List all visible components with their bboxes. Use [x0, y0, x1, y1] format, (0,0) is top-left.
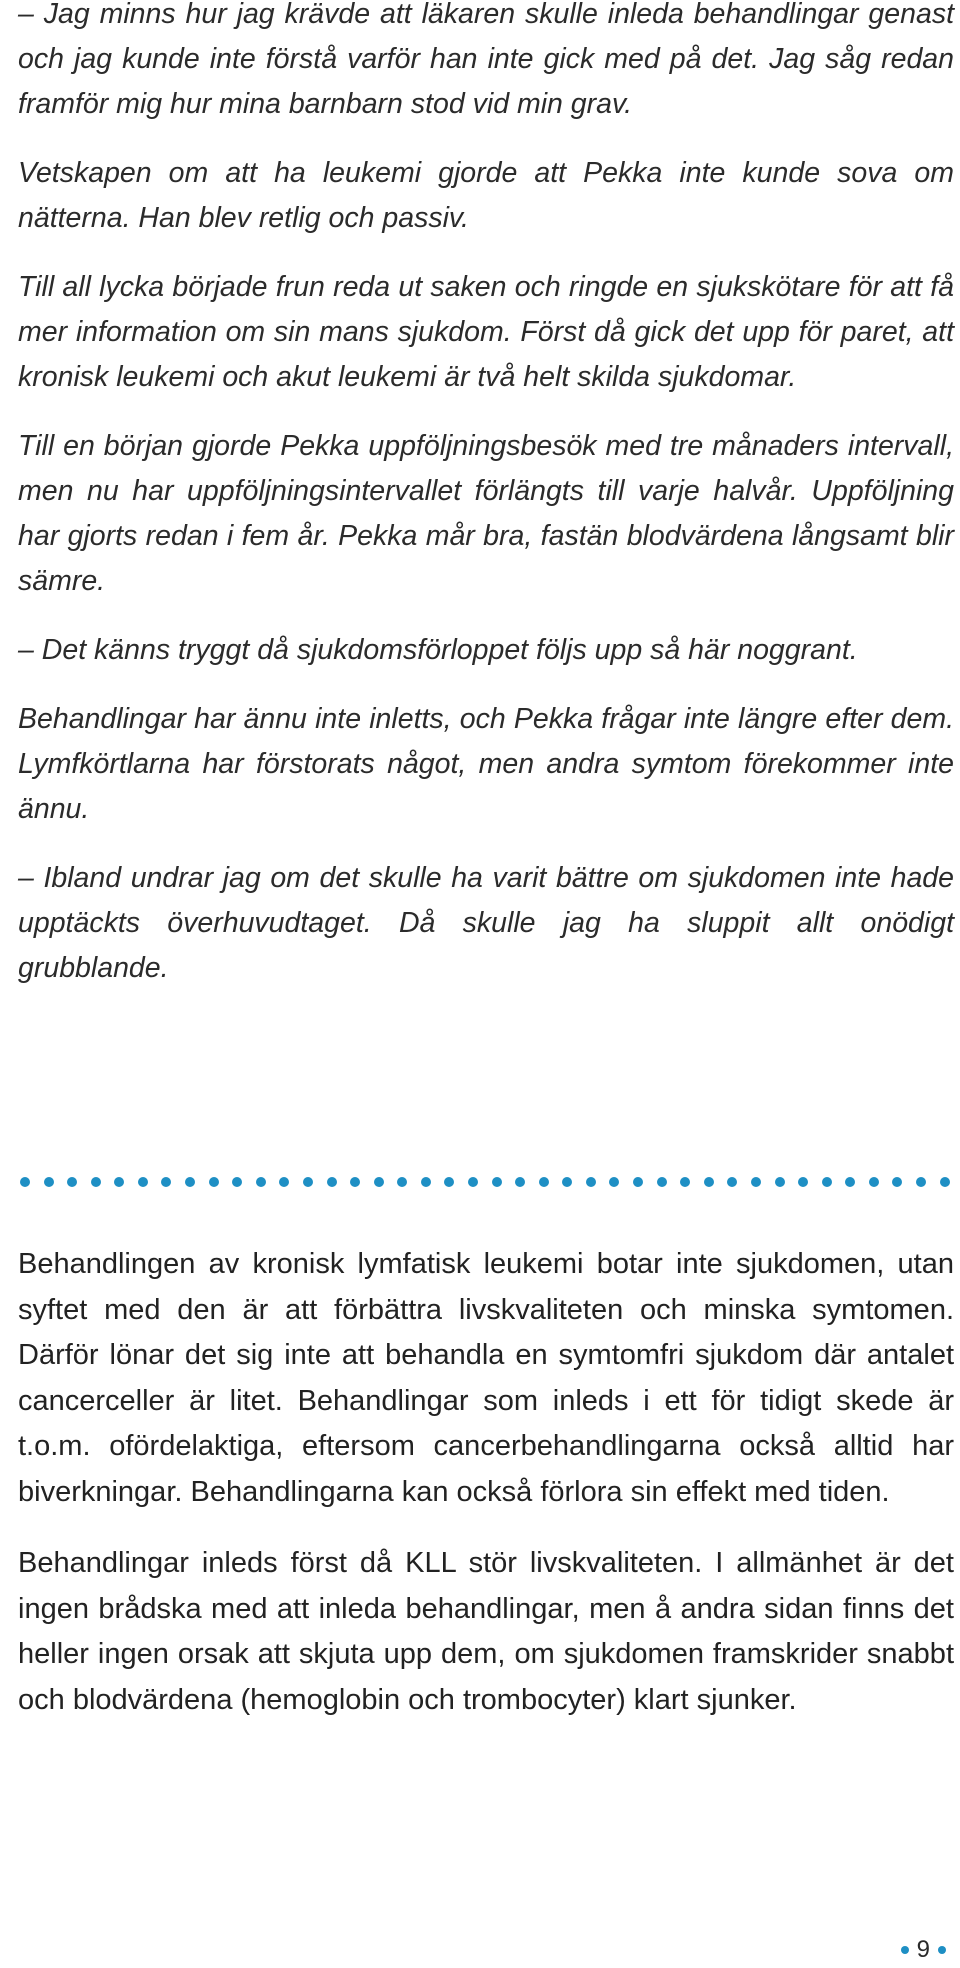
divider-dot-icon	[657, 1177, 667, 1187]
divider-dot-icon	[256, 1177, 266, 1187]
divider-dot-icon	[609, 1177, 619, 1187]
divider-dot-icon	[892, 1177, 902, 1187]
story-paragraph: – Jag minns hur jag krävde att läkaren skulle inleda behandlingar genast och jag kunde inte förstå varför han inte gick med på det. Jag såg redan framför mig hur mina barnbarn stod vid min grav.	[18, 0, 954, 120]
divider-dot-icon	[138, 1177, 148, 1187]
divider-dot-icon	[209, 1177, 219, 1187]
divider-dot-icon	[586, 1177, 596, 1187]
divider-dot-icon	[468, 1177, 478, 1187]
divider-dot-icon	[114, 1177, 124, 1187]
divider-dot-icon	[680, 1177, 690, 1187]
divider-dot-icon	[91, 1177, 101, 1187]
divider-dot-icon	[562, 1177, 572, 1187]
divider-dot-icon	[515, 1177, 525, 1187]
divider-dot-icon	[327, 1177, 337, 1187]
divider-dot-icon	[845, 1177, 855, 1187]
page-number: 9	[916, 1936, 930, 1963]
divider-dot-icon	[751, 1177, 761, 1187]
divider-dot-icon	[374, 1177, 384, 1187]
divider-dot-icon	[20, 1177, 30, 1187]
footer-dot-icon	[938, 1946, 946, 1954]
divider-dot-icon	[44, 1177, 54, 1187]
divider-dot-icon	[539, 1177, 549, 1187]
divider-dot-icon	[185, 1177, 195, 1187]
page-footer	[901, 1936, 946, 1964]
divider-dot-icon	[775, 1177, 785, 1187]
divider-dot-icon	[444, 1177, 454, 1187]
story-paragraph: Behandlingar har ännu inte inletts, och Pekka frågar inte längre efter dem. Lymfkörtlarna har förstorats något, men andra symtom förekommer inte ännu.	[18, 703, 954, 825]
body-text	[18, 1242, 954, 1749]
story-paragraph: Vetskapen om att ha leukemi gjorde att Pekka inte kunde sova om nätterna. Han blev retlig och passiv.	[18, 157, 954, 234]
divider-dot-icon	[397, 1177, 407, 1187]
patient-story	[18, 0, 954, 1015]
divider-dot-icon	[232, 1177, 242, 1187]
divider-dot-icon	[279, 1177, 289, 1187]
story-paragraph: Till en början gjorde Pekka uppföljningsbesök med tre månaders intervall, men nu har uppföljningsintervallet förlängts till varje halvår. Uppföljning har gjorts redan i fem år. Pekka mår bra, fastän blodvärdena långsamt blir sämre.	[18, 430, 954, 597]
story-paragraph: – Det känns tryggt då sjukdomsförloppet följs upp så här noggrant.	[18, 634, 858, 666]
divider-dot-icon	[704, 1177, 714, 1187]
divider-dot-icon	[67, 1177, 77, 1187]
divider-dot-icon	[421, 1177, 431, 1187]
divider-dot-icon	[798, 1177, 808, 1187]
story-paragraph: – Ibland undrar jag om det skulle ha varit bättre om sjukdomen inte hade upptäckts överhuvudtaget. Då skulle jag ha sluppit allt onödigt grubblande.	[18, 862, 954, 984]
divider-dot-icon	[161, 1177, 171, 1187]
divider-dot-icon	[633, 1177, 643, 1187]
body-paragraph: Behandlingen av kronisk lymfatisk leukemi botar inte sjukdomen, utan syftet med den är att förbättra livskvaliteten och minska symtomen. Därför lönar det sig inte att behandla en symtomfri sjukdom där antalet cancerceller är litet. Behandlingar som inleds i ett för tidigt skede är t.o.m. ofördelaktiga, eftersom cancerbehandlingarna också alltid har biverkningar. Behandlingarna kan också förlora sin effekt med tiden.	[18, 1248, 954, 1508]
body-paragraph: Behandlingar inleds först då KLL stör livskvaliteten. I allmänhet är det ingen brådska med att inleda behandlingar, men å andra sidan finns det heller ingen orsak att skjuta upp dem, om sjukdomen framskrider snabbt och blodvärdena (hemoglobin och trombocyter) klart sjunker.	[18, 1547, 954, 1716]
divider-dot-icon	[350, 1177, 360, 1187]
footer-dot-icon	[901, 1946, 909, 1954]
dotted-divider	[20, 1176, 950, 1188]
divider-dot-icon	[916, 1177, 926, 1187]
divider-dot-icon	[727, 1177, 737, 1187]
story-paragraph: Till all lycka började frun reda ut saken och ringde en sjukskötare för att få mer information om sin mans sjukdom. Först då gick det upp för paret, att kronisk leukemi och akut leukemi är två helt skilda sjukdomar.	[18, 271, 954, 393]
divider-dot-icon	[940, 1177, 950, 1187]
divider-dot-icon	[822, 1177, 832, 1187]
divider-dot-icon	[869, 1177, 879, 1187]
divider-dot-icon	[303, 1177, 313, 1187]
divider-dot-icon	[492, 1177, 502, 1187]
